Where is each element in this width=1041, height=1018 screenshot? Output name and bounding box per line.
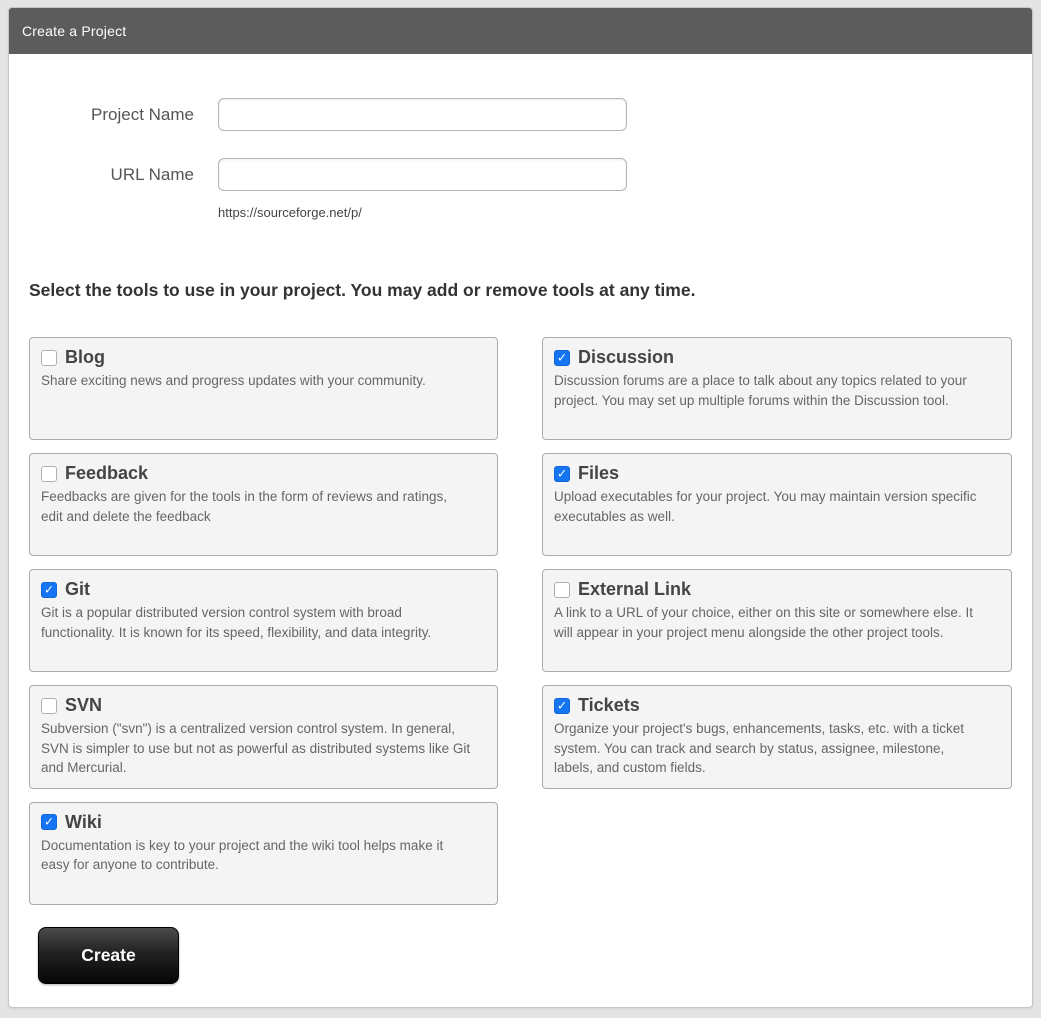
tool-checkbox-files[interactable]: ✓ xyxy=(554,466,570,482)
panel-header xyxy=(9,8,1032,54)
tool-title: Discussion xyxy=(578,347,675,367)
tool-description: Documentation is key to your project and the wiki tool helps make it easy for anyone to contribute. xyxy=(41,837,444,873)
tool-description: Feedbacks are given for the tools in the form of reviews and ratings, edit and delete the feedback xyxy=(41,489,447,524)
tool-card-svn xyxy=(29,685,498,789)
tool-checkbox-git[interactable]: ✓ xyxy=(41,582,57,598)
tool-title: Wiki xyxy=(65,811,102,832)
project-form xyxy=(29,54,1012,220)
tool-card-external-link xyxy=(542,569,1012,672)
tool-description: Discussion forums are a place to talk about any topics related to your project. You may set up multiple forums within the Discussion tool. xyxy=(554,373,967,408)
tool-description: Share exciting news and progress updates with your community. xyxy=(41,373,426,388)
tool-card-discussion xyxy=(542,337,1012,440)
tool-checkbox-external-link[interactable] xyxy=(554,582,570,598)
tool-card-feedback xyxy=(29,453,498,556)
panel-title: Create a Project xyxy=(22,23,127,39)
url-name-input[interactable] xyxy=(218,158,627,191)
url-name-row xyxy=(29,158,1012,191)
tool-checkbox-blog[interactable] xyxy=(41,350,57,366)
tool-checkbox-wiki[interactable]: ✓ xyxy=(41,814,57,830)
tool-title: SVN xyxy=(65,695,103,715)
tool-description: Git is a popular distributed version control system with broad functionality. It is known for its speed, flexibility, and data integrity. xyxy=(41,605,432,640)
project-name-label: Project Name xyxy=(91,104,194,124)
tool-card-files xyxy=(542,453,1012,556)
tool-title: Tickets xyxy=(578,695,640,715)
tool-checkbox-feedback[interactable] xyxy=(41,466,57,482)
tool-description: Subversion ("svn") is a centralized version control system. In general, SVN is simpler to use but not as powerful as distributed systems like Git and Mercurial. xyxy=(41,721,471,776)
tool-checkbox-discussion[interactable]: ✓ xyxy=(554,350,570,366)
tools-section-heading: Select the tools to use in your project. You may add or remove tools at any time. xyxy=(29,280,696,300)
tool-title: Blog xyxy=(65,347,105,367)
url-name-label: URL Name xyxy=(110,164,194,184)
create-project-panel xyxy=(8,7,1033,1008)
url-prefix-help: https://sourceforge.net/p/ xyxy=(218,205,362,220)
panel-body xyxy=(9,54,1032,1011)
tool-description: Upload executables for your project. You may maintain version specific executables as well. xyxy=(554,489,977,524)
tool-title: Feedback xyxy=(65,463,149,483)
project-name-row xyxy=(29,98,1012,131)
tools-grid xyxy=(29,337,1012,905)
tool-card-git xyxy=(29,569,498,672)
tool-description: Organize your project's bugs, enhancements, tasks, etc. with a ticket system. You can track and search by status, assignee, milestone, labels, and custom fields. xyxy=(554,721,965,776)
project-name-input[interactable] xyxy=(218,98,627,131)
tool-checkbox-svn[interactable] xyxy=(41,698,57,714)
tool-card-tickets xyxy=(542,685,1012,789)
tool-description: A link to a URL of your choice, either on this site or somewhere else. It will appear in your project menu alongside the other project tools. xyxy=(554,605,973,640)
tool-title: Files xyxy=(578,463,620,483)
tool-title: External Link xyxy=(578,579,692,599)
tool-card-blog xyxy=(29,337,498,440)
create-button[interactable]: Create xyxy=(38,927,179,984)
tool-title: Git xyxy=(65,579,90,599)
tool-card-wiki xyxy=(29,802,498,905)
tool-checkbox-tickets[interactable]: ✓ xyxy=(554,698,570,714)
